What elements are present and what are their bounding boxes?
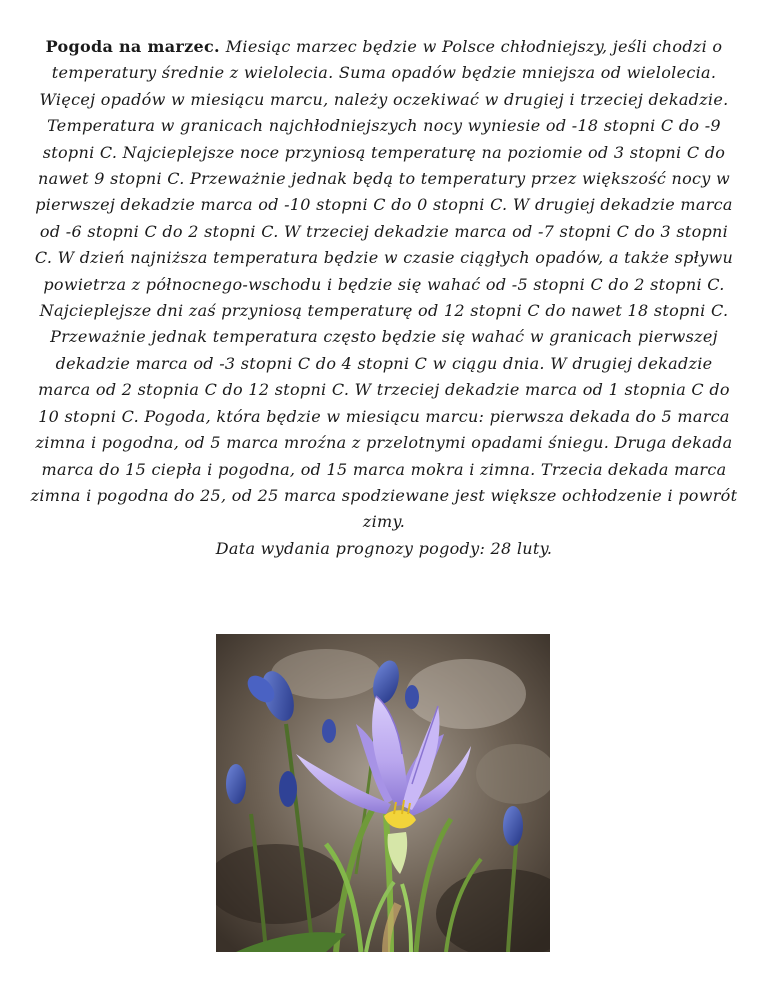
crocus-flower-photo — [216, 634, 550, 952]
forecast-title: Pogoda na marzec. — [45, 37, 226, 56]
forecast-text — [30, 34, 738, 562]
forecast-body: Miesiąc marzec będzie w Polsce chłodniejszy, jeśli chodzi o temperatury średnie z wielolecia. Suma opadów będzie mniejsza od wielolecia. Więcej opadów w miesiącu marcu, należy oczekiwać w drugiej i trzeciej dekadzie. Temperatura w granicach najchłodniejszych nocy wyniesie od -18 stopni C do -9 stopni C. Najcieplejsze noce przyniosą temperaturę na poziomie od 3 stopni C do nawet 9 stopni C. Przeważnie jednak będą to temperatury przez większość nocy w pierwszej dekadzie marca od -10 stopni C do 0 stopni C. W drugiej dekadzie marca od -6 stopni C do 2 stopni C. W trzeciej dekadzie marca od -7 stopni C do 3 stopni C. W dzień najniższa temperatura będzie w czasie ciągłych opadów, a także spływu powietrza z północnego-wschodu i będzie się wahać od -5 stopni C do 2 stopni C. Najcieplejsze dni zaś przyniosą temperaturę od 12 stopni C do nawet 18 stopni C. Przeważnie jednak temperatura często będzie się wahać w granicach pierwszej dekadzie marca od -3 stopni C do 4 stopni C w ciągu dnia. W drugiej dekadzie marca od 2 stopnia C do 12 stopni C. W trzeciej dekadzie marca od 1 stopnia C do 10 stopni C. Pogoda, która będzie w miesiącu marcu: pierwsza dekada do 5 marca zimna i pogodna, od 5 marca mroźna z przelotnymi opadami śniegu. Druga dekada marca do 15 ciepła i pogodna, od 15 marca mokra i zimna. Trzecia dekada marca zimna i pogodna do 25, od 25 marca spodziewane jest większe ochłodzenie i powrót zimy. — [30, 37, 738, 532]
issue-date: Data wydania prognozy pogody: 28 luty. — [215, 538, 553, 558]
